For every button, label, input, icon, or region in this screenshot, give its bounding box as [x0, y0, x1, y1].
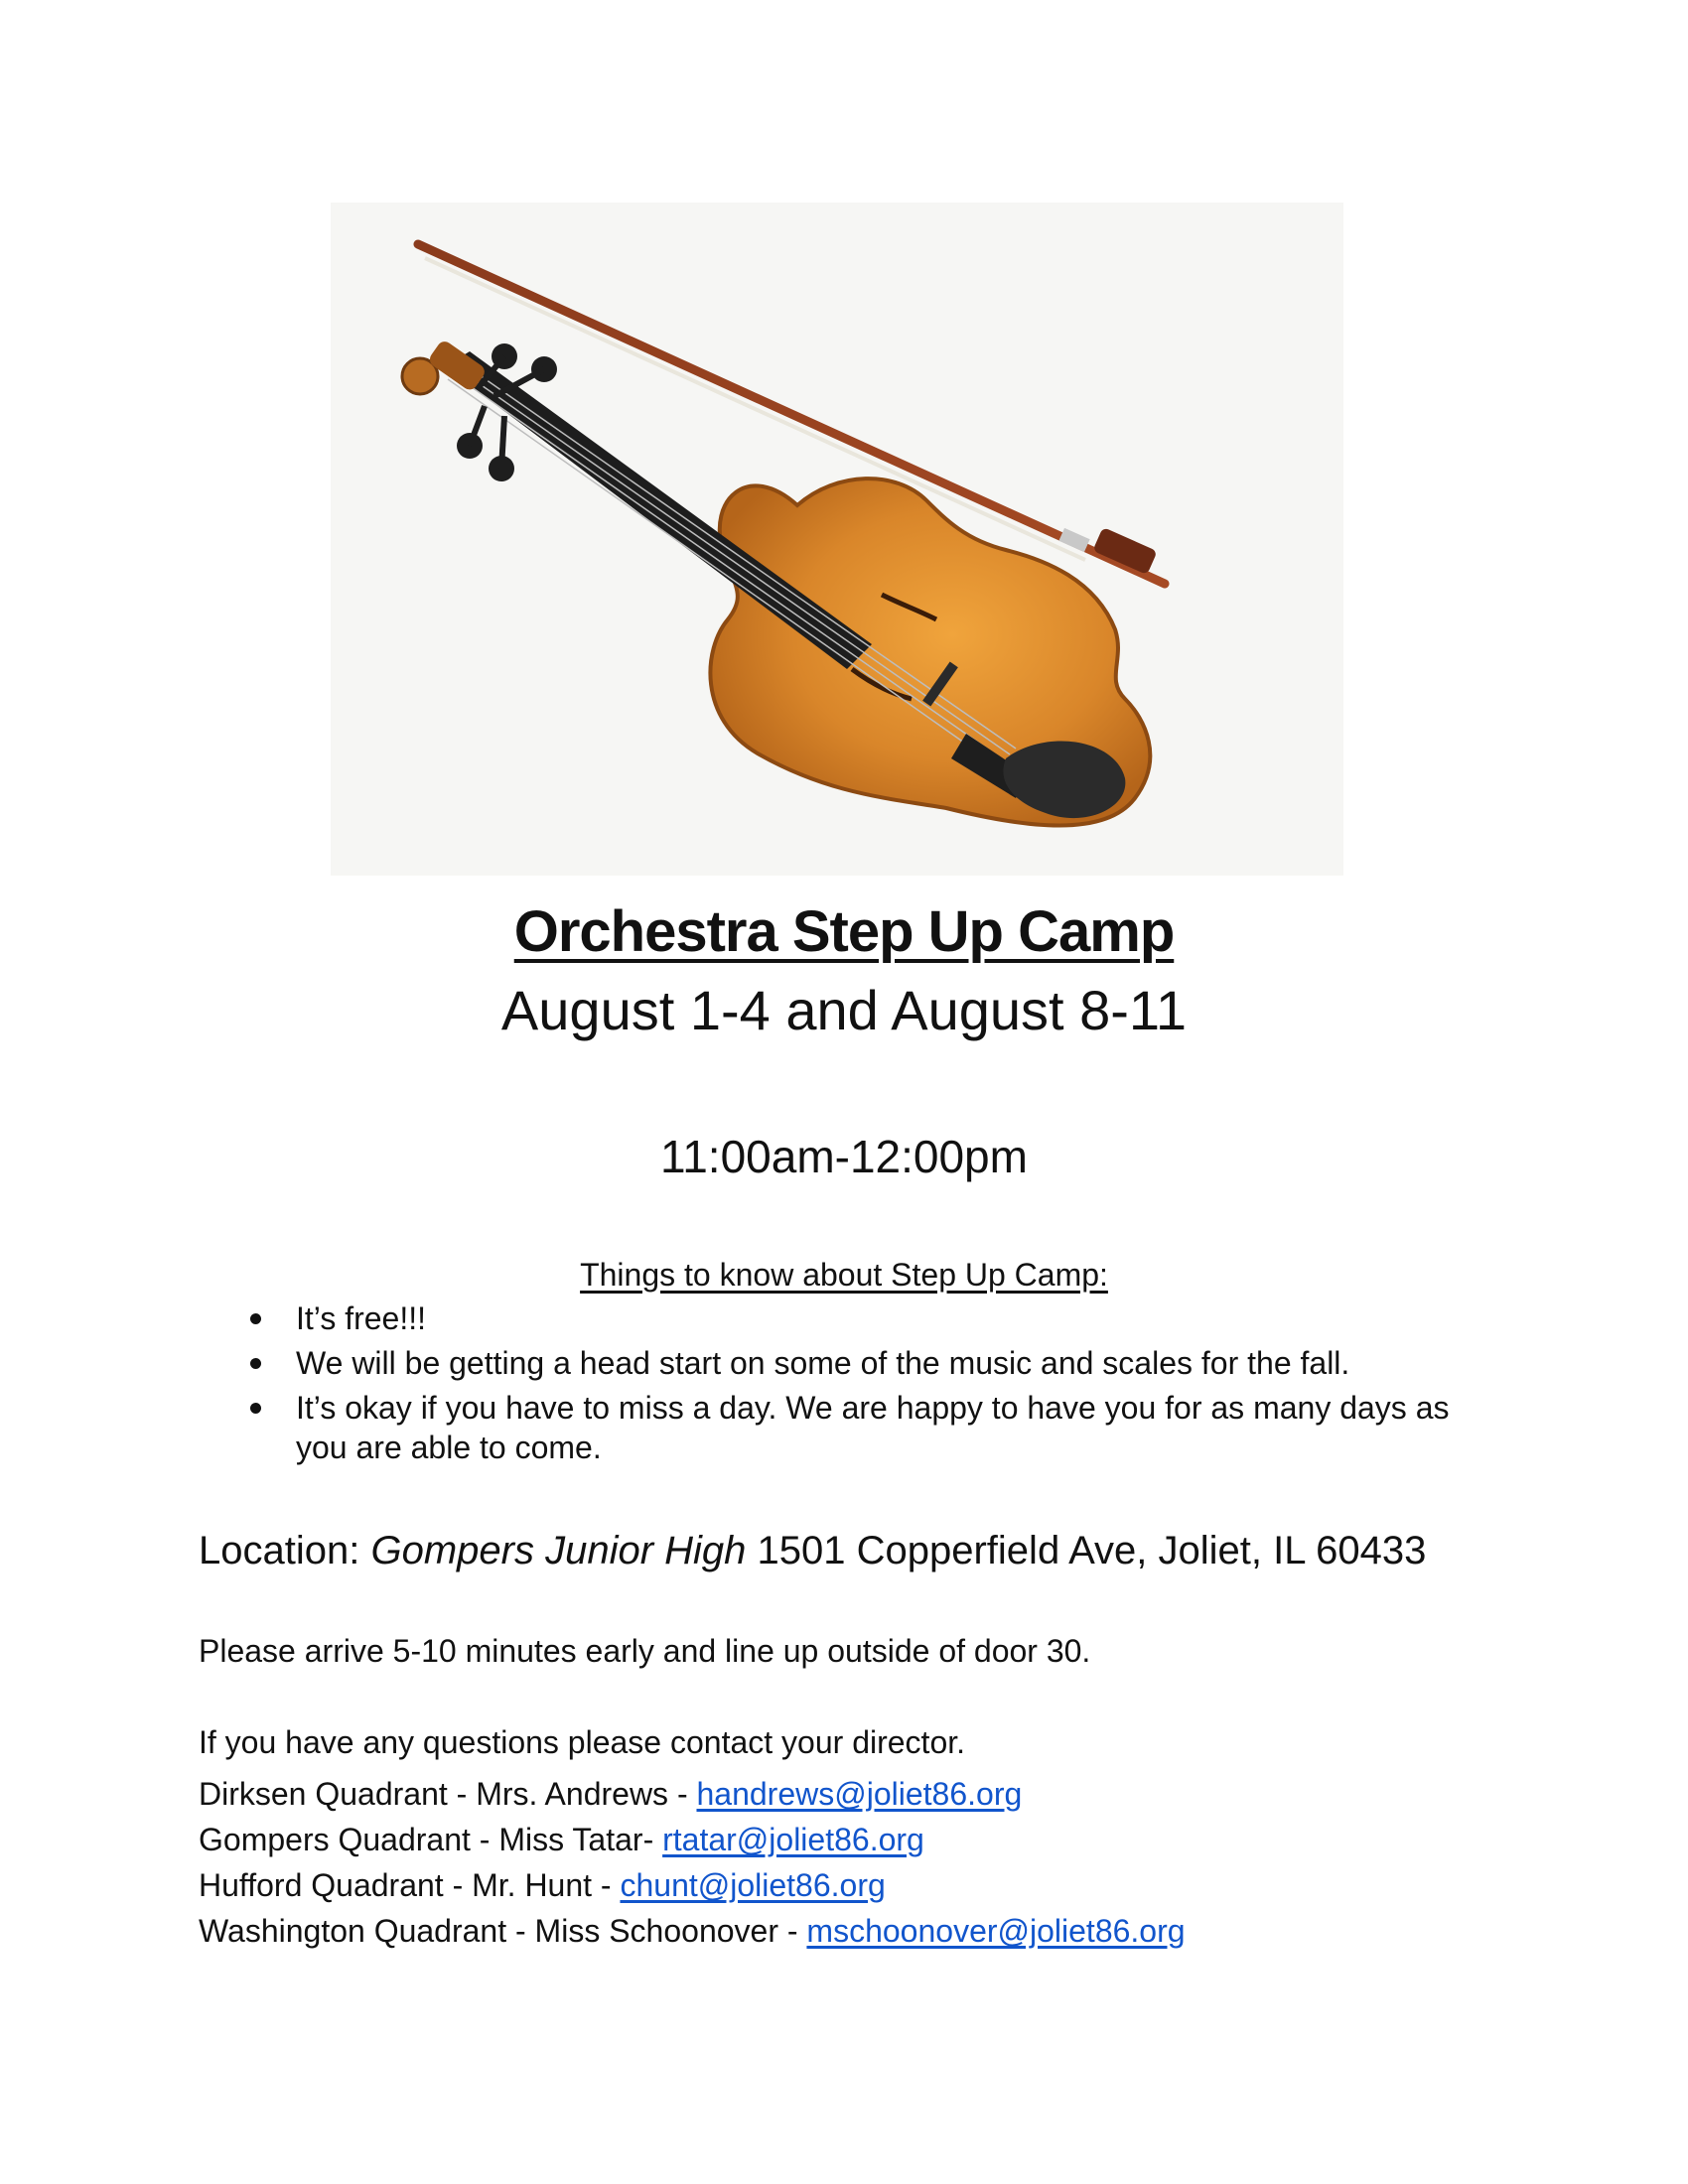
location-line	[199, 1529, 1426, 1573]
bullet-icon	[250, 1403, 261, 1414]
list-item-text: It’s okay if you have to miss a day. We are happy to have you for as many days as you are able to come.	[296, 1390, 1450, 1465]
flyer-title: Orchestra Step Up Camp	[513, 899, 1175, 964]
contact-row	[199, 1862, 1186, 1908]
location-label: Location:	[199, 1529, 371, 1572]
contact-row	[199, 1771, 1186, 1817]
contact-label: Hufford Quadrant - Mr. Hunt -	[199, 1867, 621, 1903]
director-contact-list	[199, 1771, 1186, 1954]
camp-time: 11:00am-12:00pm	[660, 1131, 1028, 1182]
email-link[interactable]: mschoonover@joliet86.org	[806, 1913, 1186, 1949]
things-to-know-heading: Things to know about Step Up Camp:	[580, 1257, 1108, 1293]
violin-photo	[331, 203, 1343, 876]
bullet-icon	[250, 1358, 261, 1369]
arrival-note: Please arrive 5-10 minutes early and line up outside of door 30.	[199, 1633, 1091, 1669]
email-link[interactable]: rtatar@joliet86.org	[662, 1822, 924, 1857]
contact-intro: If you have any questions please contact your director.	[199, 1724, 966, 1760]
info-bullet-list	[250, 1298, 1501, 1472]
list-item	[250, 1298, 1501, 1338]
contact-row	[199, 1908, 1186, 1954]
camp-dates: August 1-4 and August 8-11	[500, 979, 1188, 1041]
list-item	[250, 1388, 1501, 1467]
bullet-icon	[250, 1313, 261, 1324]
email-link[interactable]: chunt@joliet86.org	[620, 1867, 886, 1903]
location-address: 1501 Copperfield Ave, Joliet, IL 60433	[746, 1529, 1427, 1572]
list-item-text: We will be getting a head start on some of the music and scales for the fall.	[296, 1345, 1350, 1381]
location-school: Gompers Junior High	[370, 1529, 747, 1572]
contact-label: Washington Quadrant - Miss Schoonover -	[199, 1913, 807, 1949]
violin-icon	[331, 203, 1343, 876]
email-link[interactable]: handrews@joliet86.org	[696, 1776, 1023, 1812]
contact-row	[199, 1817, 1186, 1862]
contact-label: Gompers Quadrant - Miss Tatar-	[199, 1822, 663, 1857]
contact-label: Dirksen Quadrant - Mrs. Andrews -	[199, 1776, 697, 1812]
list-item-text: It’s free!!!	[296, 1300, 427, 1336]
list-item	[250, 1343, 1501, 1383]
